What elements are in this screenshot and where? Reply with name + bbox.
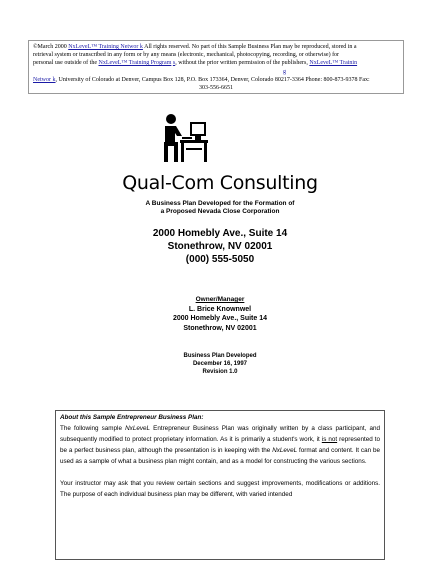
about-text: format and content. It can be used as a sample of what a business plan might contain, and as a model for constructing the various sections. — [60, 447, 380, 465]
about-title: About this Sample Entrepreneur Business Plan: — [60, 414, 204, 421]
address-phone: (000) 555-5050 — [185, 254, 255, 265]
nxlevel-brand: NxLeveL — [272, 447, 298, 454]
copyright-text: personal use outside of the — [33, 60, 97, 67]
about-text: Entrepreneur Business Plan was originally written by a class participant, and subsequently modified to protect proprietary information. As it is primarily a student's work, it — [60, 425, 380, 443]
about-paragraph-1 — [60, 423, 380, 467]
copyright-date: ©March 2000 — [33, 44, 67, 50]
nxlevel-program-link-suffix[interactable]: s — [172, 60, 176, 67]
subtitle-line-2: a Proposed Nevada Close Corporation — [160, 208, 280, 215]
about-text: represented to be a perfect business plan, although the presentation is in keeping with the — [60, 436, 381, 454]
copyright-text: , without the prior written permission of the publishers, — [175, 60, 308, 67]
nxlevel-training-link[interactable]: NxLeveL™ Trainin — [309, 60, 358, 67]
nxlevel-network-link[interactable]: NxLeveL™ Training Networ k — [68, 44, 143, 50]
plan-developed-block — [0, 352, 440, 376]
copyright-line-3 — [33, 59, 399, 67]
owner-block — [0, 295, 440, 333]
plan-developed-date: December 16, 1997 — [192, 361, 248, 367]
owner-city: Stonethrow, NV 02001 — [183, 324, 257, 332]
address-street: 2000 Homebly Ave., Suite 14 — [152, 228, 288, 239]
person-at-computer-icon — [160, 112, 210, 164]
copyright-text: All rights reserved. No part of this Sample Business Plan may be reproduced, stored in a — [144, 44, 357, 50]
about-paragraph-2: Your instructor may ask that you review certain sections and suggest improvements, modifications or additions. The purpose of each individual business plan may be different, with varied intended — [60, 480, 380, 498]
about-sample-box — [55, 410, 385, 560]
plan-developed-label: Business Plan Developed — [183, 353, 257, 359]
is-not-emphasis: is not — [321, 436, 338, 443]
nxlevel-brand: NxLeveL — [125, 425, 150, 432]
owner-heading: Owner/Manager — [195, 296, 245, 303]
owner-name: L. Brice Knownwel — [188, 305, 252, 313]
copyright-address: , University of Colorado at Denver, Campus Box 128, P.O. Box 173364, Denver, Colorado 80217-3364 Phone: 800-873-9378 Fax: — [55, 76, 370, 83]
address-city: Stonethrow, NV 02001 — [167, 241, 273, 252]
copyright-fax: 303-556-6651 — [199, 85, 233, 92]
copyright-line-2: retrieval system or transcribed in any form or by any means (electronic, mechanical, photocopying, recording, or otherwise) for — [33, 52, 340, 59]
subtitle-line-1: A Business Plan Developed for the Formation of — [145, 200, 295, 207]
copyright-line-1 — [33, 43, 399, 51]
copyright-line-4 — [33, 68, 399, 76]
plan-subtitle — [0, 200, 440, 216]
company-name: Qual-Com Consulting — [122, 172, 318, 194]
copyright-notice — [28, 40, 404, 94]
nxlevel-training-link-suffix[interactable]: g — [283, 68, 286, 75]
owner-street: 2000 Homebly Ave., Suite 14 — [172, 315, 268, 322]
copyright-line-5 — [33, 76, 399, 84]
about-text: The following sample — [60, 425, 122, 432]
nxlevel-program-link[interactable]: NxLeveL™ Training Program — [98, 60, 172, 67]
plan-revision: Revision 1.0 — [202, 369, 238, 375]
network-link[interactable]: Networ k — [33, 76, 56, 83]
logo-graphic — [160, 112, 210, 164]
company-address — [0, 227, 440, 266]
